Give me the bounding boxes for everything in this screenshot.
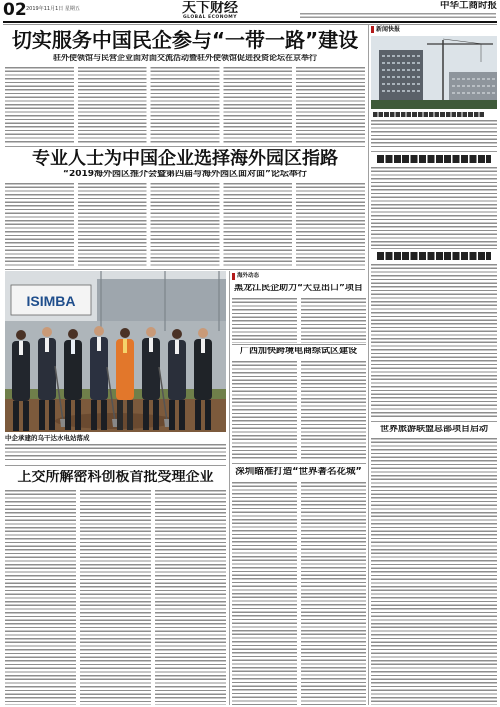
right-body-text-2 <box>371 167 497 246</box>
right-column-divider <box>368 25 369 705</box>
section-rule <box>371 248 497 249</box>
section-rule <box>232 463 366 464</box>
section-rule <box>371 151 497 152</box>
page-number: 02 <box>3 1 27 20</box>
section-rule <box>5 465 226 466</box>
issue-date: 2019年11月1日 星期五 <box>26 6 80 12</box>
section-label-accent <box>232 273 235 280</box>
middle-headline-3: 深圳瞄准打造“世界著名花城” <box>235 467 362 477</box>
construction-photo <box>371 36 497 109</box>
right-headline-4: 世界旅游联盟总部项目启动 <box>379 425 488 434</box>
second-headline: 专业人士为中国企业选择海外园区指路 <box>32 149 338 169</box>
middle-section-label: 海外动态 <box>237 273 260 279</box>
middle-body-text-1 <box>232 298 366 343</box>
middle-column-divider <box>229 271 230 705</box>
second-body-text <box>5 183 365 267</box>
section-title: 天下财经 <box>182 1 238 16</box>
photo-caption-right <box>373 112 485 117</box>
right-section-label: 新闻快报 <box>376 26 401 33</box>
ceremony-photo <box>5 271 226 432</box>
photo-caption-body <box>5 444 226 462</box>
middle-body-text-2 <box>232 361 366 461</box>
trees <box>371 100 497 109</box>
second-subheadline: “2019海外园区推介会暨第四届与海外园区面对面”论坛举行 <box>63 170 307 179</box>
contact-info-lines <box>300 13 496 19</box>
middle-body-text-3 <box>232 482 366 705</box>
section-label-accent <box>371 26 374 33</box>
masthead: 中华工商时报 <box>439 1 497 11</box>
right-body-text-3 <box>371 264 497 419</box>
right-body-text-4 <box>371 438 497 705</box>
right-headline-2 <box>377 155 491 163</box>
middle-headline-1: 黑龙江民企助力“大豆出口”项目 <box>234 284 363 293</box>
bottom-left-body-text <box>5 490 226 705</box>
lead-body-text <box>5 67 365 143</box>
lead-subheadline: 驻外使领馆与民营企业面对面交流活动暨驻外使领馆促进投资论坛在京举行 <box>53 54 317 62</box>
section-rule <box>5 269 365 270</box>
middle-headline-2: 广西加快跨境电商综试区建设 <box>239 347 357 356</box>
section-rule <box>371 421 497 422</box>
photo-caption: 中企承建的乌干达水电站落成 <box>5 434 90 442</box>
sign-board <box>11 285 91 315</box>
header-rule-thin <box>3 24 497 25</box>
right-headline-3 <box>377 252 491 260</box>
right-body-text-1 <box>371 120 497 149</box>
section-subtitle: GLOBAL ECONOMY <box>182 15 238 20</box>
section-rule <box>5 146 365 147</box>
section-rule <box>232 344 366 345</box>
bottom-left-headline: 上交所解密科创板首批受理企业 <box>17 470 214 485</box>
sign-text: ISIMBA <box>26 293 76 309</box>
header-rule <box>3 21 497 23</box>
lead-headline: 切实服务中国民企参与“一带一路”建设 <box>11 29 359 51</box>
